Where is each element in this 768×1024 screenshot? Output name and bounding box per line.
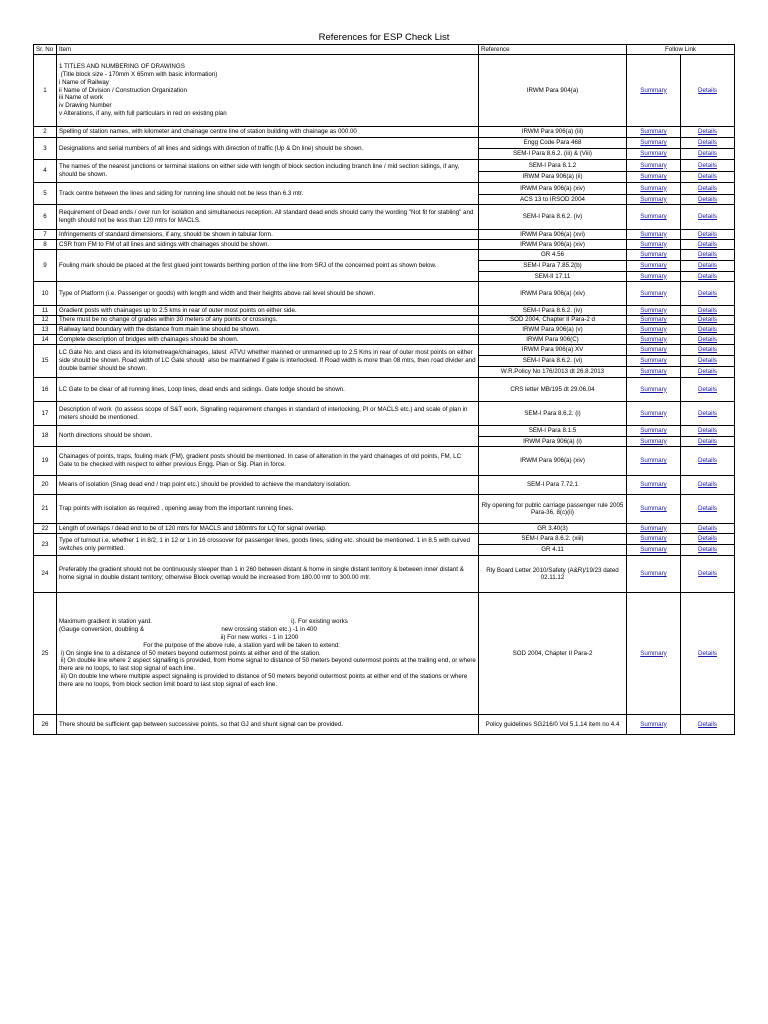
details-cell [681,345,735,356]
table-row [34,378,735,402]
summary-link[interactable]: Summary [640,195,667,203]
reference-cell: IRWM Para 906(a) (xiv) [479,447,627,476]
summary-cell [627,345,681,356]
details-link[interactable]: Details [698,437,717,445]
row-number: 4 [34,160,57,183]
reference-cell: ACS 13 to IRSOD 2004 [479,195,627,205]
summary-link[interactable]: Summary [640,385,667,393]
reference-cell: IRWM Para 906(a) (v) [479,325,627,335]
reference-cell: IRWM Para 904(a) [479,55,627,127]
summary-link[interactable]: Summary [640,306,667,314]
summary-cell [627,402,681,426]
checklist-item-text: Maximum gradient in station yard. i). For existing works (Gauge conversion, doubling & new crossing station etc.) -1 in 400 ii) For new works - 1 in 1200 For the purpose of the above rule, a station yard will be taken to extend: i) On single line to a distance of 50 meters beyond outermost points at either end of the station. ii) On double line where 2 aspect signalling is provided, from Home signal to distance of 50 meters beyond outermost points at the trailing end, or where there are no loops, to last stop signal of each line. iii) On double line where multiple aspect signaling is provided to distance of 50 meters beyond outermost points at either end of the stations or where there are no loops, from block section limit board to last stop signal of each line. [57,593,479,715]
table-row [34,183,735,195]
header-item: Item [57,45,479,55]
summary-cell [627,534,681,545]
details-link[interactable]: Details [698,240,717,248]
table-row [34,715,735,735]
summary-cell [627,447,681,476]
summary-link[interactable]: Summary [640,316,667,324]
reference-cell: GR 4.56 [479,250,627,261]
row-number: 10 [34,282,57,306]
summary-link[interactable]: Summary [640,546,667,554]
checklist-item-text: Track centre between the lines and siding for running line should not be less than 6.3 mtr. [57,183,479,205]
row-number: 7 [34,230,57,240]
page-title: References for ESP Check List [318,32,450,43]
summary-link[interactable]: Summary [640,437,667,445]
checklist-item-text: Means of isolation (Snag dead end / trap point etc.) should be provided to achieve the mandatory isolation. [57,476,479,495]
details-link[interactable]: Details [698,272,717,280]
summary-cell [627,138,681,149]
reference-cell: IRWM Para 906(a) (xiv) [479,240,627,250]
details-cell [681,172,735,183]
details-link[interactable]: Details [698,128,717,136]
checklist-item-text: Chainages of points, traps, fouling mark (FM), gradient posts should be mentioned. In case of alteration in the yard chainages of old points, FM, LC Gate to be checked with respect to either previous Engg. Plan or Sig. Plan in force. [57,447,479,476]
row-number: 16 [34,378,57,402]
reference-cell: Policy guidelines SG216/0 Vol 5.1.14 item no 4.4 [479,715,627,735]
details-link[interactable]: Details [698,161,717,169]
summary-link[interactable]: Summary [640,427,667,435]
details-link[interactable]: Details [698,213,717,221]
details-cell [681,55,735,127]
details-cell [681,426,735,437]
row-number: 18 [34,426,57,447]
details-cell [681,138,735,149]
summary-link[interactable]: Summary [640,173,667,181]
summary-cell [627,593,681,715]
details-cell [681,325,735,335]
details-cell [681,476,735,495]
header-reference: Reference [479,45,627,55]
summary-cell [627,426,681,437]
summary-link[interactable]: Summary [640,368,667,376]
summary-cell [627,495,681,524]
summary-link[interactable]: Summary [640,357,667,365]
checklist-item-text: Requirement of Dead ends / over run for isolation and simultaneous reception. All standard dead ends should carry the wording "Not fit for stabling" and length should not be less than 120 mtrs for MACLS. [57,205,479,230]
checklist-item-text: LC Gate No. and class and its kilometreage/chainages, latest ATVU whether manned or unmanned up to 2.5 Kms in rear of outer most points on either side should be shown. Road width of LC Gate should also be maintained if gate is interlocked. If Road width is more than 08 mtrs, then road divider and double barrier should be shown. [57,345,479,378]
details-cell [681,495,735,524]
row-number: 15 [34,345,57,378]
row-number: 25 [34,593,57,715]
reference-cell: SEM-I Para 7.85.2(b) [479,261,627,272]
summary-cell [627,272,681,282]
table-row [34,316,735,325]
details-link[interactable]: Details [698,230,717,238]
table-row [34,205,735,230]
summary-link[interactable]: Summary [640,230,667,238]
table-row [34,240,735,250]
details-link[interactable]: Details [698,86,717,94]
details-cell [681,378,735,402]
table-row [34,402,735,426]
row-number: 3 [34,138,57,160]
summary-cell [627,335,681,345]
details-cell [681,306,735,316]
checklist-item-text: North directions should be shown. [57,426,479,447]
summary-cell [627,230,681,240]
reference-cell: SEM-I Para 8.1.5 [479,426,627,437]
reference-cell: SEM-I Para 8.1.2 [479,160,627,172]
reference-cell: SEM-I Para 8.6.2. (iv) [479,306,627,316]
summary-link[interactable]: Summary [640,535,667,543]
details-link[interactable]: Details [698,184,717,192]
details-cell [681,160,735,172]
details-cell [681,250,735,261]
checklist-item-text: Fouling mark should be placed at the first glued joint towards berthing portion of the line from SRJ of the concerned point as shown below. [57,250,479,282]
row-number: 24 [34,556,57,593]
table-row [34,160,735,172]
table-row [34,345,735,356]
row-number: 2 [34,127,57,138]
summary-cell [627,316,681,325]
table-body [34,55,735,735]
details-link[interactable]: Details [698,289,717,297]
summary-cell [627,160,681,172]
table-row [34,282,735,306]
checklist-item-text: Gradient posts with chainages up to 2.5 kms in rear of outer most points on either side. [57,306,479,316]
reference-cell: SEM-I Para 8.6.2. (vi) [479,356,627,367]
row-number: 9 [34,250,57,282]
details-cell [681,556,735,593]
summary-link[interactable]: Summary [640,251,667,259]
summary-cell [627,183,681,195]
details-link[interactable]: Details [698,524,717,532]
table-row [34,335,735,345]
summary-link[interactable]: Summary [640,649,667,657]
details-cell [681,545,735,556]
summary-link[interactable]: Summary [640,213,667,221]
row-number: 12 [34,316,57,325]
checklist-table [33,44,735,735]
header-row [34,45,735,55]
details-cell [681,447,735,476]
details-link[interactable]: Details [698,505,717,513]
summary-cell [627,149,681,160]
summary-link[interactable]: Summary [640,570,667,578]
checklist-item-text: There should be sufficient gap between successive points, so that GJ and shunt signal can be provided. [57,715,479,735]
row-number: 5 [34,183,57,205]
checklist-item-text: LC Gate to be clear of all running lines, Loop lines, dead ends and sidings. Gate lodge should be shown. [57,378,479,402]
details-cell [681,316,735,325]
summary-cell [627,476,681,495]
summary-cell [627,545,681,556]
details-link[interactable]: Details [698,409,717,417]
table-row [34,476,735,495]
reference-cell: SEM-I Para 8.6.2. (i) [479,402,627,426]
summary-cell [627,240,681,250]
details-cell [681,367,735,378]
details-cell [681,195,735,205]
table-row [34,127,735,138]
details-cell [681,335,735,345]
reference-cell: Rly opening for public carriage passenger rule 2005 Para-36, 8(c)(ii) [479,495,627,524]
table-row [34,230,735,240]
reference-cell: IRWM Para 906(a) (ii) [479,172,627,183]
checklist-item-text: 1 TITLES AND NUMBERING OF DRAWINGS (Title block size - 170mm X 65mm with basic information) i Name of Railway ii Name of Division / Construction Organization iii Name of work iv Drawing Number v Alterations, if any, with full particulars in red on existing plan [57,55,479,127]
reference-cell: IRWM Para 906(a) (xiv) [479,183,627,195]
summary-link[interactable]: Summary [640,346,667,354]
reference-cell: IRWM Para 906(a) (i) [479,437,627,447]
table-row [34,495,735,524]
details-cell [681,534,735,545]
summary-link[interactable]: Summary [640,409,667,417]
details-cell [681,272,735,282]
row-number: 21 [34,495,57,524]
reference-cell: SEM-II 17.11 [479,272,627,282]
details-cell [681,127,735,138]
row-number: 20 [34,476,57,495]
reference-cell: IRWM Para 906(a) (xvi) [479,230,627,240]
summary-link[interactable]: Summary [640,161,667,169]
reference-cell: SEM-I Para 8.6.2. (iii) & (Viii) [479,149,627,160]
summary-cell [627,356,681,367]
details-cell [681,240,735,250]
details-cell [681,593,735,715]
table-row [34,138,735,149]
reference-cell: SEM-I Para 8.6.2. (iv) [479,205,627,230]
reference-cell: SEM-I Para 7.72.1 [479,476,627,495]
reference-cell: SOD 2004, Chapter II Para-2 [479,593,627,715]
summary-cell [627,282,681,306]
row-number: 1 [34,55,57,127]
checklist-item-text: Length of overlaps / dead end to be of 120 mtrs for MACLS and 180mtrs for LQ for signal overlap. [57,524,479,534]
checklist-item-text: Trap points with isolation as required , opening away from the important running lines. [57,495,479,524]
summary-cell [627,205,681,230]
summary-link[interactable]: Summary [640,150,667,158]
details-link[interactable]: Details [698,173,717,181]
checklist-item-text: Railway land boundary with the distance from main line should be shown. [57,325,479,335]
summary-link[interactable]: Summary [640,335,667,343]
checklist-item-text: Designations and serial numbers of all lines and sidings with direction of traffic (Up & Dn line) should be shown. [57,138,479,160]
summary-link[interactable]: Summary [640,240,667,248]
details-cell [681,356,735,367]
row-number: 13 [34,325,57,335]
summary-cell [627,378,681,402]
checklist-item-text: Spelling of station names, with kilometer and chainage centre line of station building with chainage as 000.00 [57,127,479,138]
summary-cell [627,261,681,272]
summary-cell [627,250,681,261]
table-row [34,556,735,593]
details-link[interactable]: Details [698,546,717,554]
reference-cell: GR 4.11 [479,545,627,556]
details-link[interactable]: Details [698,481,717,489]
checklist-item-text: The names of the nearest junctions or terminal stations on either side with length of block section including branch line / mid section sidings, if any, should be shown. [57,160,479,183]
details-link[interactable]: Details [698,139,717,147]
row-number: 11 [34,306,57,316]
header-follow-link: Follow Link [627,45,735,55]
reference-cell: Engg Code Para 468 [479,138,627,149]
summary-link[interactable]: Summary [640,272,667,280]
table-row [34,250,735,261]
summary-link[interactable]: Summary [640,184,667,192]
table-row [34,426,735,437]
summary-link[interactable]: Summary [640,86,667,94]
details-link[interactable]: Details [698,316,717,324]
details-cell [681,261,735,272]
details-link[interactable]: Details [698,306,717,314]
reference-cell: Rly Board Letter 2010/Safety (A&R)/19/23 dated 02.11.12 [479,556,627,593]
details-link[interactable]: Details [698,251,717,259]
table-row [34,306,735,316]
checklist-item-text: Description of work (to assess scope of S&T work, Signalling requirement changes in standard of interlocking, PI or MACLS etc.) and scale of plan in meters should be mentioned. [57,402,479,426]
details-cell [681,183,735,195]
table-row [34,55,735,127]
summary-link[interactable]: Summary [640,481,667,489]
details-link[interactable]: Details [698,357,717,365]
summary-link[interactable]: Summary [640,325,667,333]
details-link[interactable]: Details [698,457,717,465]
reference-cell: SOD 2004, Chapter II Para-2 d [479,316,627,325]
row-number: 22 [34,524,57,534]
table-row [34,524,735,534]
summary-cell [627,127,681,138]
details-link[interactable]: Details [698,325,717,333]
checklist-item-text: Preferably the gradient should not be continuously steeper than 1 in 260 between distant & home in single distant territory & between inner distant & home signal in double distant territory; otherwise Block overlap would be increased from 180.00 mtr to 300.00 mtr. [57,556,479,593]
summary-link[interactable]: Summary [640,524,667,532]
details-cell [681,149,735,160]
summary-link[interactable]: Summary [640,505,667,513]
details-cell [681,205,735,230]
summary-link[interactable]: Summary [640,457,667,465]
checklist-item-text: There must be no change of grades within 30 meters of any points or crossings. [57,316,479,325]
details-cell [681,402,735,426]
summary-cell [627,325,681,335]
details-link[interactable]: Details [698,720,717,728]
details-cell [681,715,735,735]
reference-cell: IRWM Para 906(a) (iii) [479,127,627,138]
summary-cell [627,195,681,205]
summary-cell [627,524,681,534]
summary-cell [627,437,681,447]
table-row [34,593,735,715]
summary-link[interactable]: Summary [640,289,667,297]
row-number: 19 [34,447,57,476]
details-link[interactable]: Details [698,150,717,158]
details-link[interactable]: Details [698,649,717,657]
row-number: 23 [34,534,57,556]
header-sr: Sr. No [34,45,57,55]
summary-cell [627,715,681,735]
checklist-item-text: Infringements of standard dimensions, if any, should be shown in tabular form. [57,230,479,240]
details-link[interactable]: Details [698,335,717,343]
reference-cell: W.R.Policy No 176/2013 dt 26.8.2013 [479,367,627,378]
details-link[interactable]: Details [698,195,717,203]
summary-cell [627,367,681,378]
details-link[interactable]: Details [698,385,717,393]
summary-link[interactable]: Summary [640,262,667,270]
summary-cell [627,306,681,316]
details-link[interactable]: Details [698,346,717,354]
reference-cell: IRWM Para 906(a) (xiv) [479,282,627,306]
row-number: 14 [34,335,57,345]
table-row [34,447,735,476]
summary-cell [627,556,681,593]
checklist-item-text: CSR from FM to FM of all lines and sidings with chainages should be shown. [57,240,479,250]
details-cell [681,524,735,534]
summary-link[interactable]: Summary [640,720,667,728]
details-cell [681,437,735,447]
row-number: 17 [34,402,57,426]
summary-cell [627,55,681,127]
details-cell [681,282,735,306]
reference-cell: GR 3.40(3) [479,524,627,534]
checklist-item-text: Type of Platform (i.e. Passenger or goods) with length and width and their heights above rail level should be shown. [57,282,479,306]
details-link[interactable]: Details [698,262,717,270]
details-link[interactable]: Details [698,535,717,543]
table-row [34,534,735,545]
reference-cell: CRS letter MB/195 dt 29.06.04 [479,378,627,402]
summary-link[interactable]: Summary [640,139,667,147]
reference-cell: IRWM Para 906(a) XV [479,345,627,356]
details-link[interactable]: Details [698,368,717,376]
table-row [34,325,735,335]
row-number: 8 [34,240,57,250]
reference-cell: IRWM Para 906(C) [479,335,627,345]
details-link[interactable]: Details [698,570,717,578]
details-link[interactable]: Details [698,427,717,435]
checklist-item-text: Complete description of bridges with chainages should be shown. [57,335,479,345]
row-number: 26 [34,715,57,735]
row-number: 6 [34,205,57,230]
checklist-item-text: Type of turnout i.e. whether 1 in 8/2, 1 in 12 or 1 in 16 crossover for passenger lines, goods lines, siding etc. should be mentioned. 1 in 8.5 with curved switches only permitted. [57,534,479,556]
summary-cell [627,172,681,183]
summary-link[interactable]: Summary [640,128,667,136]
reference-cell: SEM-I Para 8.6.2. (xiii) [479,534,627,545]
details-cell [681,230,735,240]
